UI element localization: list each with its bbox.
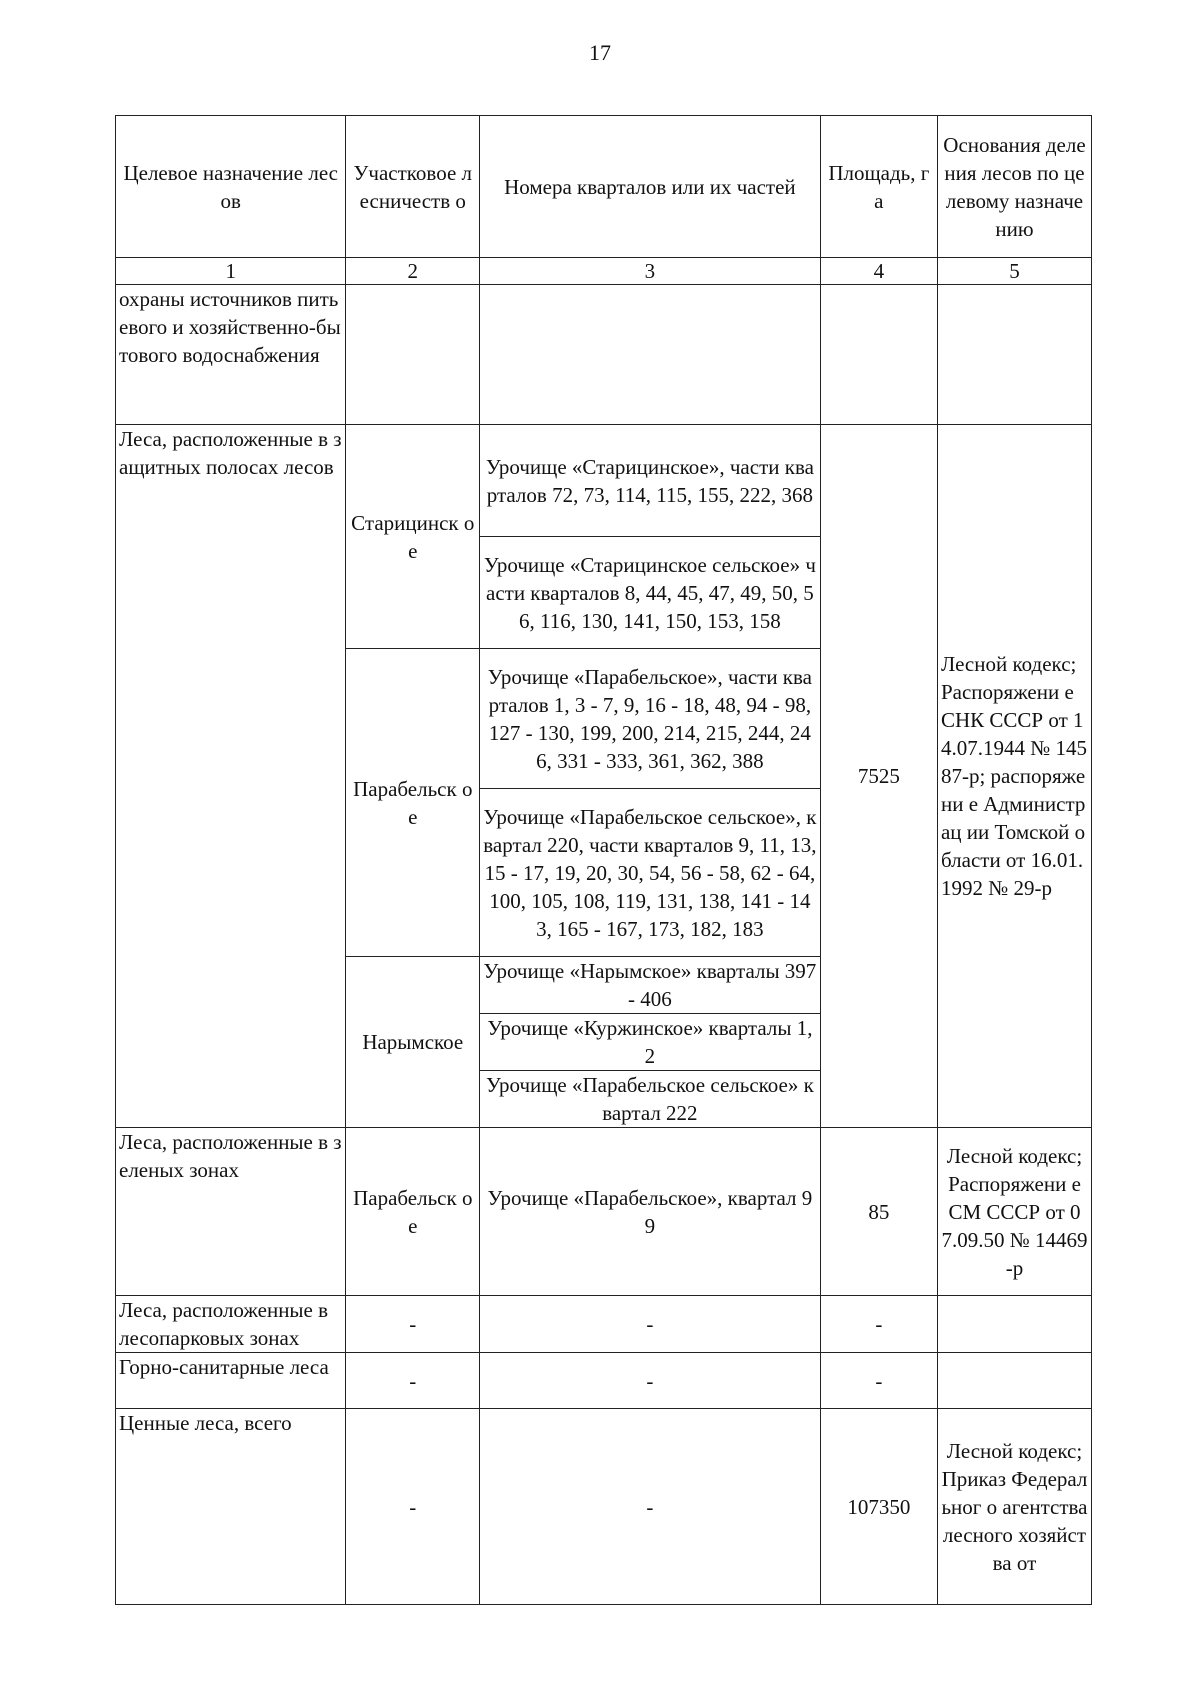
forest-purpose-table <box>115 115 1092 1605</box>
header-quarters: Номера кварталов или их частей <box>480 116 821 258</box>
area-cell <box>820 285 937 425</box>
page-number: 17 <box>589 40 611 65</box>
table-row <box>116 1128 1092 1296</box>
quarters-cell: Урочище «Старицинское сельское» части кварталов 8, 44, 45, 47, 49, 50, 56, 116, 130, 141, 150, 153, 158 <box>480 537 821 649</box>
column-number: 3 <box>480 258 821 285</box>
table-row <box>116 1353 1092 1409</box>
purpose-cell: Ценные леса, всего <box>116 1409 346 1605</box>
basis-cell <box>937 285 1091 425</box>
forestry-cell: Старицинск ое <box>346 425 480 649</box>
forestry-cell: - <box>346 1409 480 1605</box>
header-row <box>116 116 1092 258</box>
area-cell: - <box>820 1296 937 1353</box>
column-number: 4 <box>820 258 937 285</box>
forestry-cell: Нарымское <box>346 957 480 1128</box>
purpose-cell: Горно-санитарные леса <box>116 1353 346 1409</box>
header-basis: Основания деления лесов по целевому назначению <box>937 116 1091 258</box>
quarters-cell <box>480 285 821 425</box>
purpose-cell: охраны источников питьевого и хозяйственно-бытового водоснабжения <box>116 285 346 425</box>
forestry-cell: - <box>346 1353 480 1409</box>
area-cell: - <box>820 1353 937 1409</box>
basis-cell <box>937 1353 1091 1409</box>
purpose-cell: Леса, расположенные в защитных полосах лесов <box>116 425 346 1128</box>
area-cell: 107350 <box>820 1409 937 1605</box>
header-forestry: Участковое лесничеств о <box>346 116 480 258</box>
column-number: 2 <box>346 258 480 285</box>
quarters-cell: - <box>480 1409 821 1605</box>
quarters-cell: Урочище «Парабельское», квартал 99 <box>480 1128 821 1296</box>
table-row <box>116 1296 1092 1353</box>
quarters-cell: Урочище «Куржинское» кварталы 1, 2 <box>480 1014 821 1071</box>
forestry-cell: Парабельск ое <box>346 1128 480 1296</box>
forestry-cell <box>346 285 480 425</box>
column-number: 1 <box>116 258 346 285</box>
column-number: 5 <box>937 258 1091 285</box>
basis-cell <box>937 1296 1091 1353</box>
quarters-cell: Урочище «Парабельское», части кварталов 1, 3 - 7, 9, 16 - 18, 48, 94 - 98, 127 - 130, 199, 200, 214, 215, 244, 246, 331 - 333, 361, 362, 388 <box>480 649 821 789</box>
area-cell: 85 <box>820 1128 937 1296</box>
purpose-cell: Леса, расположенные в лесопарковых зонах <box>116 1296 346 1353</box>
table-row <box>116 285 1092 425</box>
basis-cell: Лесной кодекс; Приказ Федеральног о агентства лесного хозяйства от <box>937 1409 1091 1605</box>
column-number-row <box>116 258 1092 285</box>
basis-cell: Лесной кодекс; Распоряжени е СНК СССР от 14.07.1944 № 14587-р; распоряжени е Администрац ии Томской области от 16.01.1992 № 29-р <box>937 425 1091 1128</box>
forestry-cell: - <box>346 1296 480 1353</box>
quarters-cell: Урочище «Нарымское» кварталы 397 - 406 <box>480 957 821 1014</box>
purpose-cell: Леса, расположенные в зеленых зонах <box>116 1128 346 1296</box>
forestry-cell: Парабельск ое <box>346 649 480 957</box>
area-cell: 7525 <box>820 425 937 1128</box>
table-row <box>116 425 1092 537</box>
table-row <box>116 1409 1092 1605</box>
header-area: Площадь, га <box>820 116 937 258</box>
quarters-cell: Урочище «Парабельское сельское», квартал 220, части кварталов 9, 11, 13, 15 - 17, 19, 20, 30, 54, 56 - 58, 62 - 64, 100, 105, 108, 119, 131, 138, 141 - 143, 165 - 167, 173, 182, 183 <box>480 789 821 957</box>
header-purpose: Целевое назначение лесов <box>116 116 346 258</box>
quarters-cell: Урочище «Старицинское», части кварталов 72, 73, 114, 115, 155, 222, 368 <box>480 425 821 537</box>
quarters-cell: Урочище «Парабельское сельское» квартал 222 <box>480 1071 821 1128</box>
quarters-cell: - <box>480 1296 821 1353</box>
basis-cell: Лесной кодекс; Распоряжени е СМ СССР от 07.09.50 № 14469-р <box>937 1128 1091 1296</box>
quarters-cell: - <box>480 1353 821 1409</box>
